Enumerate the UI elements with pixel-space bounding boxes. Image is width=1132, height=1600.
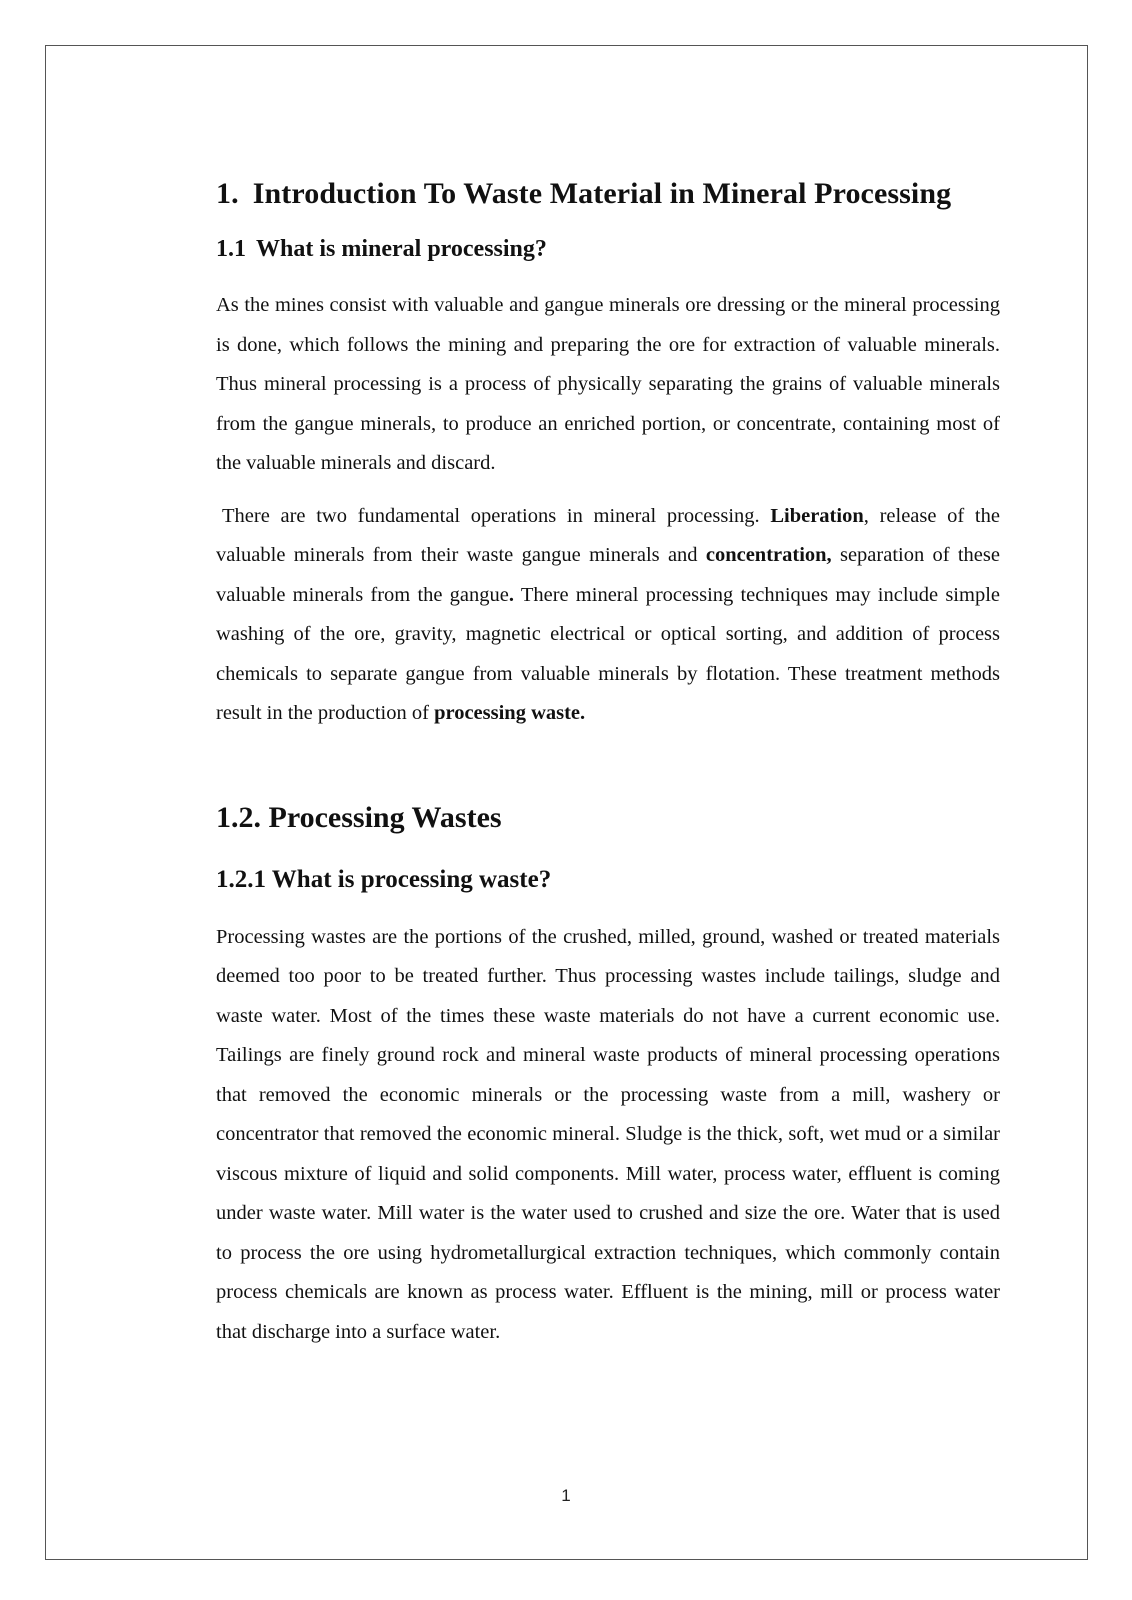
text-run: There mineral processing techniques may include simple washing of the ore, gravity, magnetic electrical or optical sorting, and addition of process chemicals to separate gangue from valuable minerals by flotation. These treatment methods result in the production of	[216, 583, 1000, 724]
section-1-2-heading: 1.2. Processing Wastes	[216, 800, 502, 834]
document-body	[216, 172, 1000, 1365]
section-1-title: Introduction To Waste Material in Mineral Processing	[252, 177, 952, 210]
bold-term-processing-waste: processing waste.	[434, 702, 586, 724]
bold-period: .	[508, 583, 514, 606]
section-1-heading	[216, 172, 1000, 216]
paragraph-mineral-processing-definition: As the mines consist with valuable and gangue minerals ore dressing or the mineral processing is done, which follows the mining and preparing the ore for extraction of valuable minerals. Thus mineral processing is a process of physically separating the grains of valuable minerals from the gangue minerals, to produce an enriched portion, or concentrate, containing most of the valuable minerals and discard.	[216, 294, 1000, 474]
section-1-1-heading	[216, 232, 1000, 266]
page-number: 1	[561, 1486, 571, 1505]
bold-term-liberation: Liberation	[770, 504, 864, 527]
paragraph-fundamental-operations	[216, 497, 1000, 734]
section-1-1-number: 1.1	[216, 236, 246, 262]
text-run: , release of the valuable minerals from their waste gangue minerals and	[216, 504, 1000, 566]
text-run: There are two fundamental operations in mineral processing.	[222, 504, 771, 527]
bold-term-concentration: concentration,	[705, 544, 832, 566]
text-run: separation of these valuable minerals from the gangue	[216, 544, 1000, 606]
paragraph-processing-waste-definition: Processing wastes are the portions of the crushed, milled, ground, washed or treated materials deemed too poor to be treated further. Thus processing wastes include tailings, sludge and waste water. Most of the times these waste materials do not have a current economic use. Tailings are finely ground rock and mineral waste products of mineral processing operations that removed the economic minerals or the processing waste from a mill, washery or concentrator that removed the economic mineral. Sludge is the thick, soft, wet mud or a similar viscous mixture of liquid and solid components. Mill water, process water, effluent is coming under waste water. Mill water is the water used to crushed and size the ore. Water that is used to process the ore using hydrometallurgical extraction techniques, which commonly contain process chemicals are known as process water. Effluent is the mining, mill or process water that discharge into a surface water.	[216, 925, 1000, 1343]
section-1-2-1-heading: 1.2.1 What is processing waste?	[216, 865, 552, 893]
section-1-number: 1.	[216, 177, 239, 210]
section-1-1-title: What is mineral processing?	[256, 236, 547, 262]
